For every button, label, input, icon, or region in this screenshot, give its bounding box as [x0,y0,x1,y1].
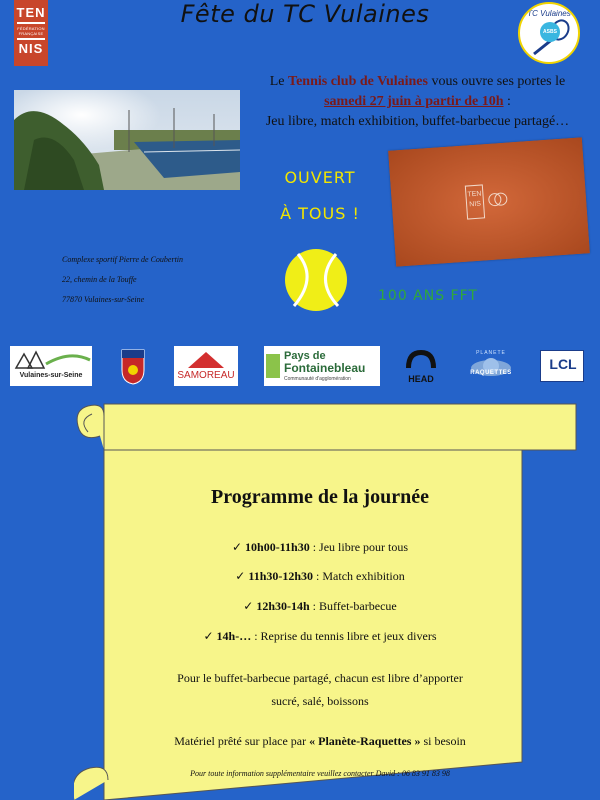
intro-part1: Le [269,74,289,89]
fft-logo-line1: TEN [16,5,46,20]
intro-line-2 [240,92,595,112]
club-name: Tennis club de Vulaines [288,74,428,89]
sponsor-planete-raquettes-logo [462,346,520,386]
clay-logo-line1: TEN [467,190,482,199]
fft-logo-divider-2 [17,38,45,40]
event-date: samedi 27 juin à partir de 10h [324,94,504,109]
venue-address [62,250,183,310]
check-icon: ✓ [243,599,254,613]
sponsor-vulaines-label: Vulaines-sur-Seine [19,372,83,379]
fft-tennis-logo [14,0,48,66]
program-item [130,540,510,555]
contact-info: Pour toute information supplémentaire veuillez contacter David : 06 83 91 83 98 [190,769,450,778]
check-icon: ✓ [203,629,214,643]
court-photo [14,90,240,190]
planete-logo-line1: PLANETE [476,350,506,356]
program-item-time: 14h-… [216,629,252,643]
tc-vulaines-logo [518,2,580,64]
sponsor-head-label: HEAD [408,374,434,384]
ouvert-line1: OUVERT [284,168,356,187]
sponsor-vulaines-logo [10,346,92,386]
program-item-desc: : Buffet-barbecue [309,599,397,613]
intro-part2: vous ouvre ses portes le [427,74,566,89]
pays-logo-mark [266,354,280,378]
equipment-info [110,734,530,749]
sponsor-pays-fontainebleau-logo [264,346,380,386]
sponsor-samoreau-logo [174,346,238,386]
equipment-part2: si besoin [420,734,466,748]
pays-logo-line1: Pays de [284,350,326,362]
program-item-desc: : Jeu libre pour tous [309,540,409,554]
clay-court-photo [388,137,590,266]
check-icon: ✓ [235,569,246,583]
address-line3: 77870 Vulaines-sur-Seine [62,295,145,304]
buffet-info-line2: sucré, salé, boissons [271,694,369,708]
sponsor-lcl-label: LCL [549,356,577,372]
fft-logo-line2: NIS [18,41,44,56]
intro-text [240,72,595,132]
date-suffix: : [503,94,511,109]
sponsor-head-logo [398,346,444,386]
planete-logo-line2: RAQUETTES [470,370,512,376]
check-icon: ✓ [231,540,243,554]
club-logo-text: TC Vulaines [527,9,571,18]
pays-logo-line2: Fontainebleau [284,361,366,375]
fft-logo-sub: FÉDÉRATION FRANÇAISE [17,26,45,36]
fft-100-icon [487,189,508,210]
program-item-desc: : Match exhibition [313,569,405,583]
address-line1: Complexe sportif Pierre de Coubertin [62,255,184,264]
fft-logo-divider [17,22,45,24]
clay-tennis-logo [465,184,485,219]
sponsor-lcl-logo [540,350,584,382]
pays-logo-sub: Communauté d'agglomération [284,376,351,382]
program-title: Programme de la journée [211,486,429,508]
ouvert-line2: À TOUS ! [280,204,360,223]
program-item [130,629,510,644]
equipment-provider: « Planète-Raquettes » [309,734,421,748]
intro-activities: Jeu libre, match exhibition, buffet-barbecue partagé… [265,114,570,129]
equipment-part1: Matériel prêté sur place par [174,734,310,748]
anniversary-text: 100 ANS FFT [378,288,478,304]
program-item [130,569,510,584]
sponsor-samoreau-label: SAMOREAU [177,370,235,381]
program-item [130,599,510,614]
club-logo-badge: ASBS [540,22,560,42]
buffet-info-line1: Pour le buffet-barbecue partagé, chacun est libre d’apporter [177,671,463,685]
program-item-time: 12h30-14h [256,599,310,613]
program-item-time: 11h30-12h30 [248,569,314,583]
program-item-desc: : Reprise du tennis libre et jeux divers [251,629,437,643]
program-item-time: 10h00-11h30 [245,540,310,554]
open-to-all-text [270,160,370,232]
intro-line-1 [240,72,595,92]
tennis-ball-icon [284,248,348,312]
clay-logo-line2: NIS [469,200,482,209]
address-line2: 22, chemin de la Touffe [62,275,137,284]
sponsor-coat-of-arms-logo [120,346,146,386]
page-title: Fête du TC Vulaines [180,0,430,28]
